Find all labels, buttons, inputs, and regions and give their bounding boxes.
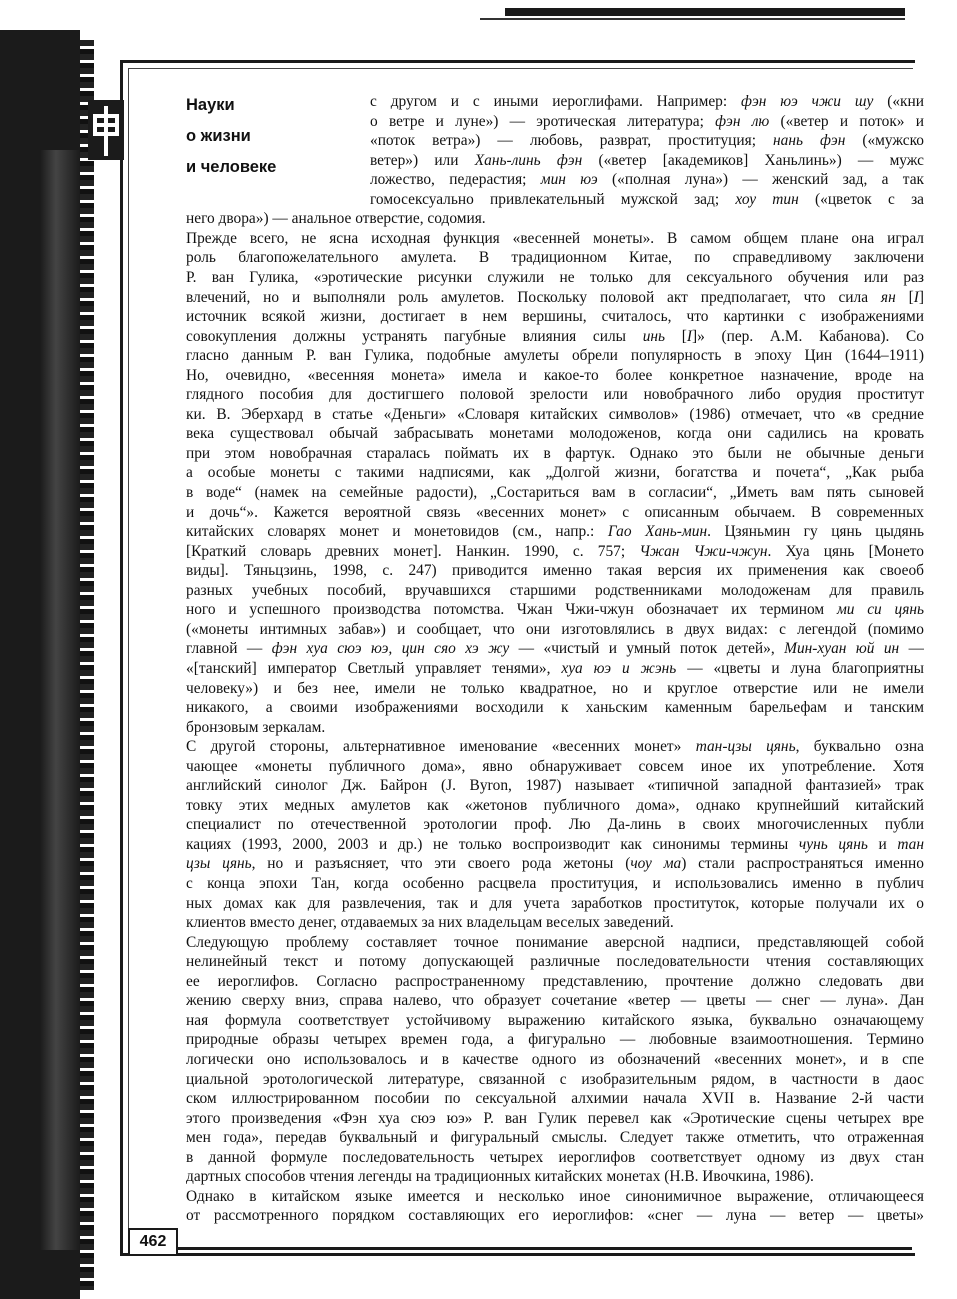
section-heading-line-3: и человеке — [186, 158, 277, 176]
page-edge-shading — [40, 150, 80, 1250]
text-line: нелинейный текст и потому допускающей различные последовательности чтения составляющих — [186, 953, 924, 971]
text-line: гомосексуально привлекательный мужской зад; хоу тин («цветок с за — [370, 190, 924, 208]
text-line: человеку») и без нее, имели не только квадратное, но и круглое отверстие или не имели — [186, 679, 924, 697]
text-line: о ветре и луне») — эротическая литература; фэн лю («ветер и поток» и — [370, 112, 924, 130]
text-line: с конца эпохи Тан, когда особенно расцвела проституция, и использовались именно в публич — [186, 875, 924, 892]
text-line: Однако в китайском языке имеется и несколько иное синонимичное выражение, отличающееся — [186, 1187, 924, 1205]
text-line: а особые монеты с такими надписями, как „Долгой жизни, богатства и почета“, „Как рыба — [186, 464, 924, 482]
top-rule-thin — [480, 18, 905, 20]
text-line: источник всякой жизни, достигает в нем вершины, считалось, что картинки с изображениями — [186, 308, 924, 326]
text-line: с другом и с иными иероглифами. Например: фэн юэ чжи шу («кни — [370, 93, 924, 110]
text-line: этого произведения «Фэн хуа сюэ юэ» Р. ван Гулик перевел как «Эротические сцены четырех вре — [186, 1109, 924, 1127]
page-edge-texture — [80, 40, 94, 1290]
text-line: («монеты интимных забав») и сообщает, что они изготовлялись в двух видах: с легендой (помимо — [186, 620, 924, 638]
text-line: совокупления должны устранять пагубные влияния силы инь [I]» (пер. А.М. Кабанова). Со — [186, 327, 924, 345]
text-line: в воде“ (намек на семейные радости), „Состариться вам в согласии“, „Иметь вам пять сыновей — [186, 484, 924, 501]
text-line: дартных способов чтения легенды на традиционных китайских монетах (Н.В. Ивочкина, 1986). — [186, 1168, 814, 1186]
section-heading — [186, 90, 336, 183]
text-line: ском иллюстрированном пособии по сексуальной алхимии начала XVII в. Название 2-й части — [186, 1090, 924, 1108]
text-line: мен года», передав буквальный и фигуральный смыслы. Следует также отметить, что отраженная — [186, 1129, 924, 1147]
text-line: влечений, но и выполняли роль амулетов. Поскольку половой акт предполагает, что сила ян [I] — [186, 288, 924, 306]
text-line: ная формула соответствует устойчивому выражению китайского языка, буквально означающему — [186, 1011, 924, 1029]
text-line: глядного пособия для достигшего половой зрелости или новобрачного либо орудия проститут — [186, 386, 924, 404]
text-line: природные образы четырех времен года, а фигурально — любовные взаимоотношения. Термино — [186, 1031, 924, 1049]
text-line: цзы цянь, но и разъясняет, что эти своего рода жетоны (чоу ма) стали распространяться именно — [186, 855, 924, 873]
text-line: в данной формуле последовательность четырех иероглифов соответствует одному из двух стан — [186, 1148, 924, 1166]
text-line: жению сверху вниз, справа налево, что образует сочетание «ветер — цветы — снег — луна». Дан — [186, 992, 924, 1010]
text-line: ных домах как для развлечения, так и для учета заработков проституток, которые получали их о — [186, 894, 924, 912]
text-line: Но, очевидно, «весенняя монета» имела и какое-то более конкретное назначение, вроде на — [186, 366, 924, 384]
text-line: Следующую проблему составляет точное понимание аверсной надписи, представляющей собой — [186, 933, 924, 951]
text-line: никакого, а своими изображениями восходили к ханьским каменным барельефам и танским — [186, 699, 924, 717]
page-number-box — [128, 1228, 178, 1256]
bottom-rule — [174, 1247, 912, 1250]
top-rule — [505, 8, 905, 16]
text-line: клиентов вместо денег, отдаваемых за них владельцам веселых заведений. — [186, 914, 674, 932]
text-line: гласно данным Р. ван Гулика, подобные амулеты обрели популярность в эпоху Цин (1644–1911) — [186, 347, 924, 365]
page-number: 462 — [139, 1233, 167, 1250]
text-line: циальной эротологической литературе, связанной с изобразительным рядом, в частности в даос — [186, 1070, 924, 1088]
text-line: виды]. Тяньцзинь, 1998, с. 247) приводится именно такая версия их применения как своеоб — [186, 562, 924, 580]
text-line: специалист по отечественной эротологии проф. Лю Да-линь в своих многочисленных публи — [186, 816, 924, 834]
text-line: «[танский] император Светлый управляет тенями», хуа юэ и жэнь — «цветы и луна благоприятны — [186, 659, 924, 677]
text-line: ки. В. Эберхард в статье «Деньги» «Словаря китайских символов» (1986) отмечает, что «в средние — [186, 405, 924, 423]
section-heading-line-1: Науки — [186, 96, 235, 114]
text-line: роль благопожелательного амулета. В традиционном Китае, по справедливому заключени — [186, 249, 924, 267]
chinese-glyph-icon — [88, 100, 124, 160]
text-line: «поток ветра») — любовь, разврат, проституция; нань фэн («мужско — [370, 132, 924, 150]
text-line: него двора») — анальное отверстие, содомия. — [186, 210, 486, 228]
text-line: Р. ван Гулика, «эротические рисунки служили не только для сексуального обучения или раз — [186, 268, 924, 286]
text-line: бронзовым зеркалам. — [186, 718, 326, 736]
text-line: кациях (1993, 2000, 2003 и др.) не только воспроизводит как синонимы термины чунь цянь и тан — [186, 835, 924, 853]
text-line: китайских словарях монет и монетовидов (см., напр.: Гао Хань-мин. Цзяньмин гу цянь цыдянь — [186, 523, 924, 541]
text-line: века существовал обычай забрасывать монетами молодоженов, когда они садились на кровать — [186, 425, 924, 443]
text-line: при этом новобрачная старалась поймать их в фартук. Однако это были не обычные деньги — [186, 444, 924, 462]
text-line: ее иероглифов. Согласно распространенному представлению, прочтение должно следовать дви — [186, 972, 924, 990]
text-line: ложество, педерастия; мин юэ («полная луна») — женский зад, а так — [370, 171, 924, 189]
text-line: С другой стороны, альтернативное именование «весенних монет» тан-цзы цянь, буквально озна — [186, 738, 924, 756]
text-line: от рассмотренного порядком составляющих его иероглифов: «снег — луна — ветер — цветы» — [186, 1207, 924, 1225]
text-line: логически оно использовалось и в качестве одного из обозначений «весенних монет», и в спе — [186, 1050, 924, 1068]
text-line: ного и успешного производства потомства. Чжан Чжи-чжун обозначает их термином ми си цянь — [186, 601, 924, 619]
text-line: английский синолог Дж. Байрон (J. Byron, 1987) называет «типичной западной фантазией» трак — [186, 777, 924, 795]
text-line: ветер») или Хань-линь фэн («ветер [академиков] Ханьлинь») — мужс — [370, 151, 924, 169]
text-line: [Краткий словарь древних монет]. Нанкин. 1990, с. 757; Чжан Чжи-чжун. Хуа цянь [Монето — [186, 542, 924, 560]
text-line: Прежде всего, не ясна исходная функция «весенней монеты». В самом общем плане она играл — [186, 229, 924, 247]
text-line: чающее «монеты публичного дома», явно обнаруживает совсем иное их употребление. Хотя — [186, 757, 924, 775]
text-line: и дочь“». Кажется вероятной связь «весенних монет» с описанным обычаем. В современных — [186, 503, 924, 521]
text-line: главной — фэн хуа сюэ юэ, цин сяо хэ жу — «чистый и умный поток детей», Мин-хуан юй ин — — [186, 640, 924, 658]
text-line: разных учебных пособий, вручавшихся старшими родственниками молодоженам для правиль — [186, 581, 924, 599]
section-heading-line-2: о жизни — [186, 127, 251, 145]
text-line: товку этих медных амулетов как «жетонов публичного дома», однако крупнейший китайский — [186, 796, 924, 814]
